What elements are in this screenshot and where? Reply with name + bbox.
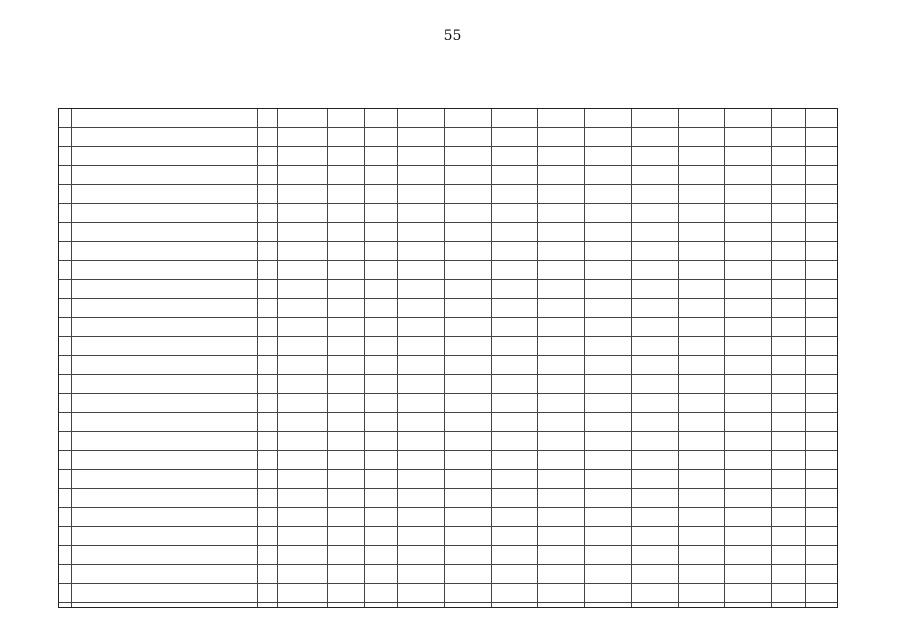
column-divider (491, 109, 492, 607)
data-table (58, 108, 838, 608)
column-divider (805, 109, 806, 607)
column-divider (327, 109, 328, 607)
column-divider (444, 109, 445, 607)
column-divider (631, 109, 632, 607)
column-divider (771, 109, 772, 607)
column-divider (71, 109, 72, 607)
column-divider (364, 109, 365, 607)
page-number: 55 (443, 28, 462, 44)
column-divider (277, 109, 278, 607)
column-divider (397, 109, 398, 607)
column-divider (678, 109, 679, 607)
column-divider (257, 109, 258, 607)
column-divider (724, 109, 725, 607)
column-divider (584, 109, 585, 607)
column-divider (537, 109, 538, 607)
